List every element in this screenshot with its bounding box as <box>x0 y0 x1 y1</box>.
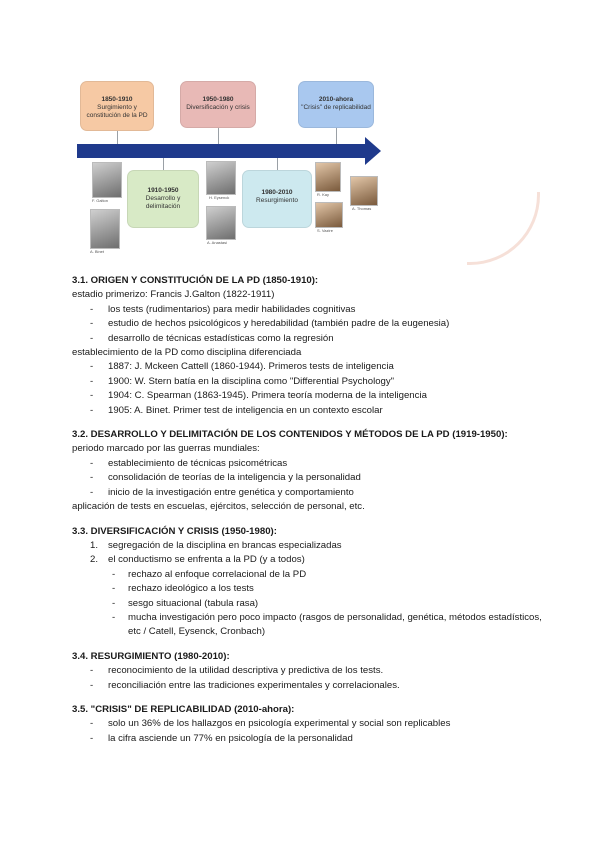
list-item: - 1887: J. Mckeen Cattell (1860-1944). Primeros tests de inteligencia <box>72 360 542 374</box>
timeline-box-1980-2010 <box>242 170 312 228</box>
section-heading: 3.1. ORIGEN Y CONSTITUCIÓN DE LA PD (1850-1910): <box>72 275 319 286</box>
list-number: 2. <box>90 554 99 566</box>
section-resurgimiento <box>72 650 542 693</box>
timeline-box-1910-1950 <box>127 170 199 228</box>
timeline-box-years: 1980-2010 <box>261 189 293 196</box>
timeline-box-label: Diversificación y crisis <box>186 104 250 111</box>
section-heading: 3.4. RESURGIMIENTO (1980-2010): <box>72 650 230 662</box>
bullet-list <box>72 360 542 418</box>
list-item: - 1904: C. Spearman (1863-1945). Primera teoría moderna de la inteligencia <box>72 389 542 403</box>
list-item: - 1905: A. Binet. Primer test de inteligencia en un contexto escolar <box>72 404 542 418</box>
list-item: - desarrollo de técnicas estadísticas como la regresión <box>72 332 542 346</box>
bullet-list <box>72 457 542 500</box>
portrait-caption: A. Anastasi <box>207 240 228 245</box>
timeline-box-years: 2010-ahora <box>318 96 354 103</box>
portrait-galton <box>92 162 122 198</box>
timeline-box-years: 1850-1910 <box>101 96 133 103</box>
portrait-caption: A. Thomas <box>352 206 372 211</box>
timeline-box-label: Surgimiento y constitución de la PD <box>86 104 148 119</box>
portrait-caption: R. Kay <box>317 192 330 197</box>
bullet-list <box>72 664 542 693</box>
timeline-box-1850-1910 <box>80 81 154 131</box>
timeline-box-2010-ahora <box>298 81 374 128</box>
portrait-caption: S. Vazire <box>317 228 333 233</box>
list-item <box>72 539 542 553</box>
section-desarrollo <box>72 428 542 514</box>
sub-bullet-list <box>72 568 542 640</box>
timeline-arrow-bar <box>77 144 367 158</box>
list-item: - reconciliación entre las tradiciones experimentales y correlacionales. <box>72 679 542 693</box>
list-item: - estudio de hechos psicológicos y heredabilidad (también padre de la eugenesia) <box>72 317 542 331</box>
timeline-box-years: 1950-1980 <box>202 96 234 103</box>
section-diversificacion <box>72 525 542 640</box>
connector-line <box>218 128 219 145</box>
bullet-list <box>72 717 542 746</box>
timeline-box-label: "Crisis" de replicabilidad <box>301 104 371 111</box>
section-crisis-replicabilidad <box>72 703 542 746</box>
portrait-binet <box>90 209 120 249</box>
timeline-arrow-head-icon <box>365 137 381 165</box>
section-origen <box>72 274 542 418</box>
list-item-text: segregación de la disciplina en brancas especializadas <box>108 539 342 551</box>
connector-line <box>277 158 278 170</box>
connector-line <box>117 131 118 145</box>
portrait-thomas <box>350 176 378 206</box>
portrait-caption: A. Binet <box>90 249 105 254</box>
list-item: - sesgo situacional (tabula rasa) <box>72 597 542 611</box>
list-item: - rechazo ideológico a los tests <box>72 582 542 596</box>
list-item: - mucha investigación pero poco impacto (rasgos de personalidad, genética, métodos estadísticos, etc / Catell, Eysenck, Cronbach) <box>72 611 542 640</box>
section-heading: 3.5. "CRISIS" DE REPLICABILIDAD (2010-ahora): <box>72 703 295 715</box>
list-number: 1. <box>90 539 99 551</box>
portrait-kay <box>315 162 341 192</box>
list-item: - consolidación de teorías de la inteligencia y la personalidad <box>72 471 542 485</box>
decorative-swoosh <box>467 192 540 265</box>
paragraph: aplicación de tests en escuelas, ejércitos, selección de personal, etc. <box>72 501 365 513</box>
list-item: - establecimiento de técnicas psicométricas <box>72 457 542 471</box>
list-item-text: el conductismo se enfrenta a la PD (y a todos) <box>108 554 305 566</box>
timeline-box-label: Desarrollo y delimitación <box>145 195 181 210</box>
portrait-anastasi <box>206 206 236 240</box>
list-item: - inicio de la investigación entre genética y comportamiento <box>72 486 542 500</box>
timeline-box-years: 1910-1950 <box>147 187 179 194</box>
timeline-box-1950-1980 <box>180 81 256 128</box>
portrait-caption: H. Eysenck <box>209 195 230 200</box>
timeline-figure <box>72 72 532 262</box>
portrait-eysenck <box>206 161 236 195</box>
connector-line <box>163 158 164 170</box>
paragraph: establecimiento de la PD como disciplina diferenciada <box>72 347 302 359</box>
paragraph: estadio primerizo: Francis J.Galton (1822-1911) <box>72 289 275 301</box>
list-item: - los tests (rudimentarios) para medir habilidades cognitivas <box>72 303 542 317</box>
connector-line <box>336 128 337 145</box>
list-item: - la cifra asciende un 77% en psicología de la personalidad <box>72 732 542 746</box>
paragraph: periodo marcado por las guerras mundiales: <box>72 443 260 455</box>
list-item: - rechazo al enfoque correlacional de la PD <box>72 568 542 582</box>
section-heading: 3.3. DIVERSIFICACIÓN Y CRISIS (1950-1980): <box>72 525 277 537</box>
list-item: - reconocimiento de la utilidad descriptiva y predictiva de los tests. <box>72 664 542 678</box>
bullet-list <box>72 303 542 346</box>
list-item: - 1900: W. Stern batía en la disciplina como "Differential Psychology" <box>72 375 542 389</box>
section-heading: 3.2. DESARROLLO Y DELIMITACIÓN DE LOS CONTENIDOS Y MÉTODOS DE LA PD (1919-1950): <box>72 429 508 441</box>
portrait-vazire <box>315 202 343 228</box>
document-body <box>72 274 542 746</box>
list-item <box>72 553 542 567</box>
timeline-box-label: Resurgimiento <box>256 197 298 204</box>
list-item: - solo un 36% de los hallazgos en psicología experimental y social son replicables <box>72 717 542 731</box>
numbered-list <box>72 539 542 568</box>
portrait-caption: F. Galton <box>92 198 109 203</box>
